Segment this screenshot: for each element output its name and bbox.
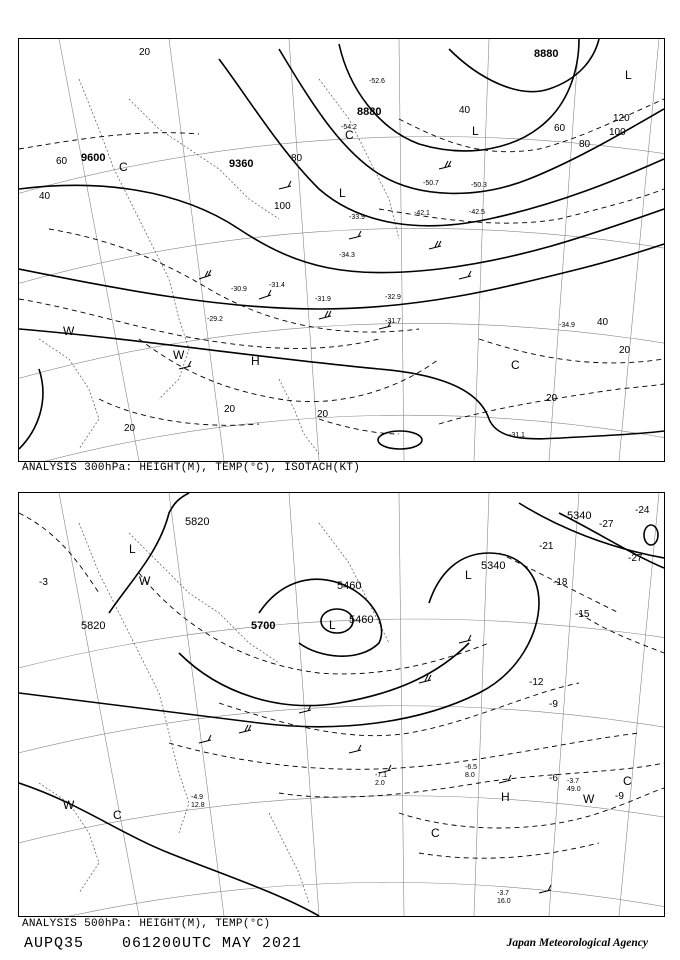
isotach-label: 80 [291,153,303,164]
center-label: L [329,618,336,632]
temp-label: -9 [615,791,624,802]
station-value: 12.8 [191,802,205,809]
temp-label: -27 [599,519,614,530]
isotach-label: 20 [124,423,136,434]
temp-label: -24 [635,505,650,516]
temp-label: -31.9 [315,296,331,303]
center-label: H [501,790,510,804]
center-label: C [623,774,632,788]
center-label: W [173,348,185,362]
isotach-label: 100 [609,127,626,138]
center-label: W [583,792,595,806]
temp-label: -3 [39,577,48,588]
center-label: H [251,354,260,368]
height-contours [19,493,664,916]
caption-300hpa: ANALYSIS 300hPa: HEIGHT(M), TEMP(°C), ISOTACH(KT) [22,462,361,474]
height-label: 5820 [81,620,106,632]
temp-label: -34.3 [339,252,355,259]
height-label: 5340 [481,560,506,572]
isotherm-contours [19,513,664,858]
isotach-label: 40 [459,105,471,116]
map-500hpa [19,493,664,916]
temp-label: -29.2 [207,316,223,323]
isotach-label: 100 [274,201,291,212]
isotach-label: 20 [317,409,329,420]
isotach-label: 20 [619,345,631,356]
height-label: 8880 [357,106,382,118]
station-value: 8.0 [465,772,475,779]
height-label: 5820 [185,516,210,528]
isotherm-contours [19,99,664,434]
temp-label: -31.4 [269,282,285,289]
isotach-label: 60 [554,123,566,134]
center-label: C [431,826,440,840]
wind-barbs [199,635,551,893]
temp-label: -31.1 [509,432,525,439]
center-label: C [113,808,122,822]
temp-label: -32.9 [385,294,401,301]
center-label: L [339,186,346,200]
product-identifier [24,935,330,952]
wind-barbs [179,161,471,369]
temp-label: -50.3 [471,182,487,189]
temp-label: -15 [575,609,590,620]
height-contours [19,39,664,449]
temp-label: -52.6 [369,78,385,85]
isotach-label: 40 [597,317,609,328]
center-label: L [625,68,632,82]
height-label: 8880 [534,48,559,60]
center-label: W [63,798,75,812]
isotach-label: 60 [56,156,68,167]
temp-label: -50.7 [423,180,439,187]
temp-label: -42.5 [469,209,485,216]
height-label: 5460 [349,614,374,626]
isotach-label: 20 [546,393,558,404]
chart-500hpa [18,492,665,917]
station-value: 16.0 [497,898,511,905]
height-label: 5340 [567,510,592,522]
station-value: 49.0 [567,786,581,793]
graticule [19,39,664,461]
center-label: C [119,160,128,174]
height-label: 5460 [337,580,362,592]
station-value: -3.7 [567,778,580,785]
temp-label: -34.9 [559,322,575,329]
chart-300hpa [18,38,665,462]
isotach-label: 20 [139,47,151,58]
station-value: -6.5 [465,764,478,771]
station-value: -7.1 [375,772,388,779]
center-label: L [129,542,136,556]
center-label: W [63,324,75,338]
temp-label: -31.7 [385,318,401,325]
center-label: C [511,358,520,372]
isotach-label: 80 [579,139,591,150]
temp-label: -6 [549,773,558,784]
height-label: 5700 [251,620,276,632]
product-id: AUPQ35 [24,935,85,952]
map-300hpa [19,39,664,461]
agency-credit: Japan Meteorological Agency [506,937,648,949]
center-label: L [465,568,472,582]
temp-label: -54.2 [341,124,357,131]
temp-label: -30.9 [231,286,247,293]
temp-label: -27 [628,553,643,564]
height-label: 9360 [229,158,254,170]
temp-label: -18 [553,577,568,588]
temp-label: -42.1 [414,210,430,217]
temp-label: -21 [539,541,554,552]
center-label: W [139,574,151,588]
caption-500hpa: ANALYSIS 500hPa: HEIGHT(M), TEMP(°C) [22,918,271,930]
station-value: 2.0 [375,780,385,787]
temp-label: -33.9 [349,214,365,221]
temp-label: -12 [529,677,544,688]
valid-time: 061200UTC MAY 2021 [122,935,303,952]
isotach-label: 40 [39,191,51,202]
temp-label: -9 [549,699,558,710]
center-label: C [345,128,354,142]
isotach-label: 120 [613,113,630,124]
station-value: -4.9 [191,794,204,801]
isotach-label: 20 [224,404,236,415]
center-label: L [472,124,479,138]
station-value: -3.7 [497,890,510,897]
height-label: 9600 [81,152,106,164]
